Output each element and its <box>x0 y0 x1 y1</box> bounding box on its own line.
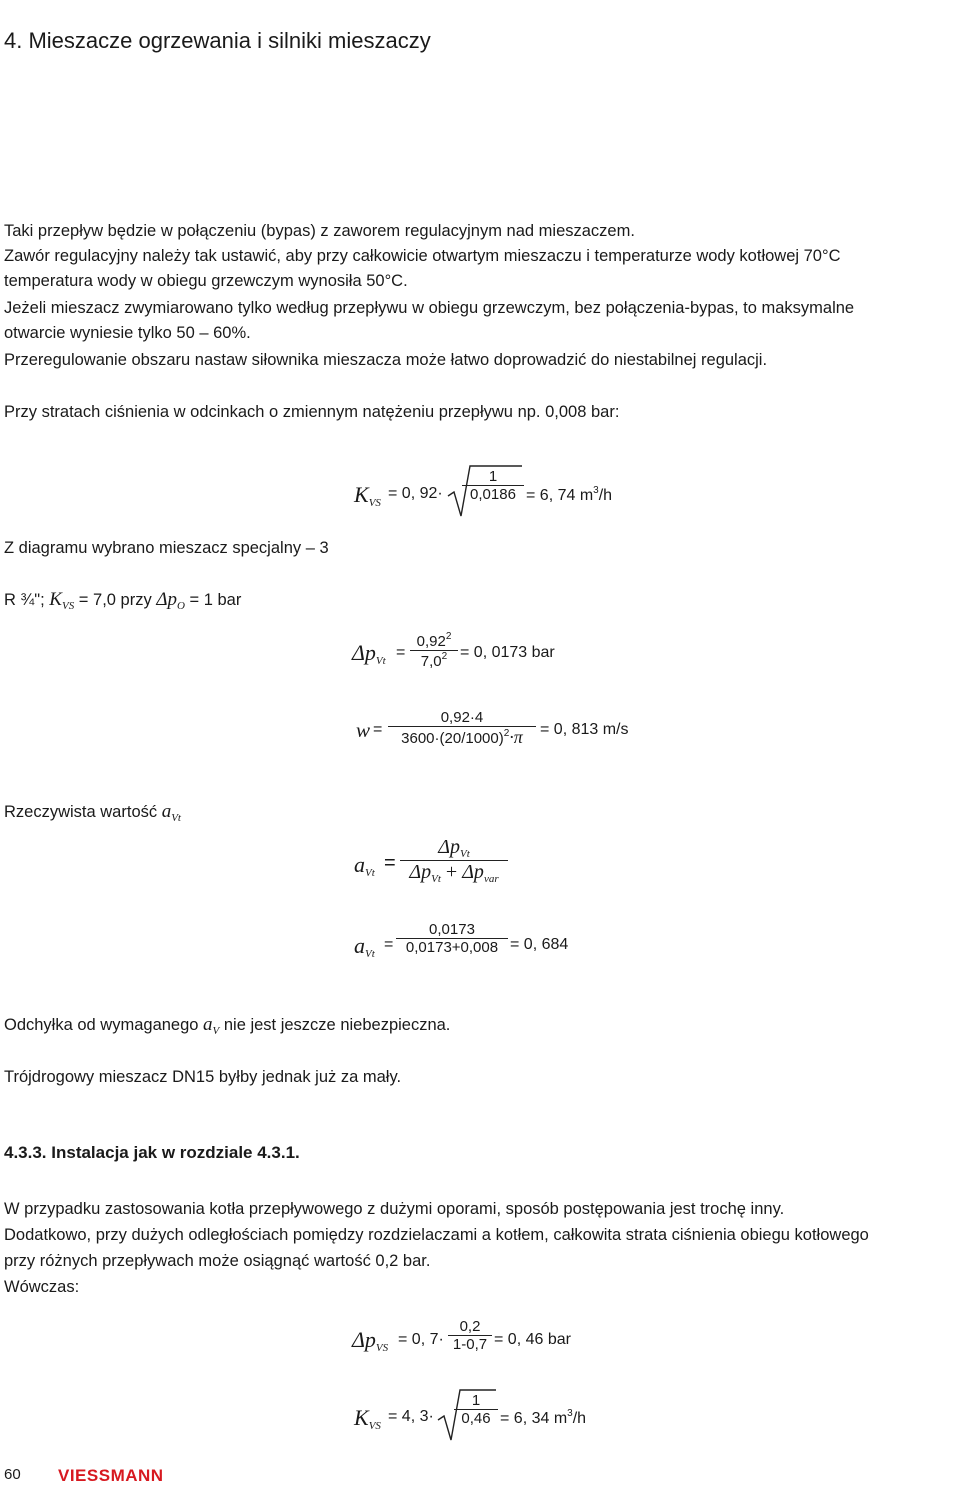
body2-line-2: Dodatkowo, przy dużych odległościach pomiędzy rozdzielaczami a kotłem, całkowita strata ciśnienia obiegu kotłowego <box>4 1226 869 1244</box>
eq7-numerator: 1 <box>454 1392 498 1410</box>
eq5-numerator: 0,0173 <box>396 921 508 939</box>
choice-prefix: R ¾"; <box>4 591 50 609</box>
choice-line-1: Z diagramu wybrano mieszacz specjalny – 3 <box>4 539 329 557</box>
deviation-pre: Odchyłka od wymaganego <box>4 1016 204 1034</box>
w-symbol: w <box>356 718 371 742</box>
k-symbol: K <box>354 1405 369 1430</box>
k-subscript: VS <box>368 1420 381 1432</box>
eq5-rhs: = 0, 684 <box>510 936 569 953</box>
eq3-denominator-sup: 2 <box>503 728 510 739</box>
choice-mid: = 7,0 przy <box>74 591 157 609</box>
intro-line-6: Przeregulowanie obszaru nastaw siłownika mieszacza może łatwo doprowadzić do niestabilnej regulacji. <box>4 351 768 369</box>
a-subscript: Vt <box>171 812 181 824</box>
eq4-equals: = <box>384 852 396 874</box>
eq5-fraction <box>396 921 508 956</box>
deviation-line <box>4 1012 450 1044</box>
actual-label <box>4 799 181 831</box>
eq2-equals: = <box>396 644 406 661</box>
eq7-denominator: 0,46 <box>461 1410 491 1427</box>
eq3-numerator: 0,92·4 <box>388 709 536 727</box>
intro-line-3: temperatura wody w obiegu grzewczym wynosiła 50°C. <box>4 272 408 290</box>
eq4-fraction <box>400 836 508 885</box>
eq1-lhs: = 0, 92· <box>388 485 443 502</box>
eq1-numerator: 1 <box>462 468 524 486</box>
delta-p-subscript: Vt <box>375 655 386 667</box>
section-heading: 4.3.3. Instalacja jak w rozdziale 4.3.1. <box>4 1143 300 1162</box>
eq4-den-2-sub: var <box>483 873 499 885</box>
actual-text: Rzeczywista wartość <box>4 803 162 821</box>
delta-p-symbol: Δp <box>352 1327 376 1352</box>
intro-line-1: Taki przepływ będzie w połączeniu (bypas) z zaworem regulacyjnym nad mieszaczem. <box>4 222 635 240</box>
eq7-unit: /h <box>572 1410 587 1427</box>
a-symbol: a <box>203 1014 213 1035</box>
eq4-numerator-sub: Vt <box>459 848 470 860</box>
eq1-denominator: 0,0186 <box>470 486 516 503</box>
page-number: 60 <box>4 1466 21 1483</box>
intro-line-5: otwarcie wyniesie tylko 50 – 60%. <box>4 324 251 342</box>
a-symbol: a <box>354 933 365 958</box>
eq2-rhs: = 0, 0173 bar <box>460 644 555 661</box>
eq4-den-2: Δp <box>462 861 484 883</box>
eq1-unit: /h <box>598 487 613 504</box>
eq6-numerator: 0,2 <box>448 1318 492 1336</box>
a-subscript: Vt <box>365 867 375 879</box>
deviation-post: nie jest jeszcze niebezpieczna. <box>219 1016 451 1034</box>
eq2-fraction <box>410 631 458 670</box>
intro-line-7: Przy stratach ciśnienia w odcinkach o zmiennym natężeniu przepływu np. 0,008 bar: <box>4 403 620 421</box>
k-subscript: VS <box>368 497 381 509</box>
eq5-equals: = <box>384 936 394 953</box>
body2-line-3: przy różnych przepływach może osiągnąć wartość 0,2 bar. <box>4 1252 431 1270</box>
delta-p-subscript: VS <box>375 1342 389 1354</box>
delta-p-symbol: Δp <box>352 640 376 665</box>
eq5-denominator: 0,0173+0,008 <box>405 939 499 956</box>
a-symbol: a <box>354 852 365 877</box>
eq4-plus: + <box>440 861 463 883</box>
delta-p-subscript: O <box>176 600 185 612</box>
eq3-fraction <box>388 709 536 748</box>
eq6-rhs: = 0, 46 bar <box>494 1331 571 1348</box>
k-symbol: K <box>354 482 369 507</box>
page-title: 4. Mieszacze ogrzewania i silniki mieszaczy <box>4 28 431 53</box>
eq6-lhs: = 0, 7· <box>398 1331 444 1348</box>
logo-text: VIESSMANN <box>58 1466 164 1485</box>
eq7-fraction <box>454 1392 498 1427</box>
pi-symbol: ·π <box>509 727 523 747</box>
viessmann-logo <box>58 1464 182 1491</box>
eq2-numerator-sup: 2 <box>445 631 452 642</box>
eq7-lhs: = 4, 3· <box>388 1408 434 1425</box>
choice-end: = 1 bar <box>184 591 242 609</box>
small-mixer-line: Trójdrogowy mieszacz DN15 byłby jednak już za mały. <box>4 1068 402 1086</box>
body2-line-1: W przypadku zastosowania kotła przepływowego z dużymi oporami, sposób postępowania jest trochę inny. <box>4 1200 785 1218</box>
choice-line-2 <box>4 587 241 619</box>
intro-line-4: Jeżeli mieszacz zwymiarowano tylko według przepływu w obiegu grzewczym, bez połączenia-bypas, to maksymalne <box>4 299 855 317</box>
k-subscript: VS <box>61 600 75 612</box>
a-subscript: Vt <box>365 948 375 960</box>
eq4-numerator: Δp <box>438 836 460 858</box>
eq2-denominator: 7,0 <box>420 653 442 670</box>
a-subscript: V <box>212 1025 220 1037</box>
eq3-rhs: = 0, 813 m/s <box>540 721 629 738</box>
delta-p-symbol: Δp <box>156 589 177 610</box>
k-symbol: K <box>49 589 62 610</box>
eq1-rhs-sup: 3 <box>593 485 599 496</box>
eq3-equals: = <box>373 721 383 738</box>
eq2-numerator: 0,92 <box>416 633 446 650</box>
eq4-den-1: Δp <box>409 861 432 883</box>
intro-line-2: Zawór regulacyjny należy tak ustawić, aby przy całkowicie otwartym mieszaczu i temperaturze wody kotłowej 70°C <box>4 247 841 265</box>
eq1-rhs: = 6, 74 m <box>526 487 594 504</box>
eq6-denominator: 1-0,7 <box>452 1336 488 1353</box>
eq7-rhs-sup: 3 <box>567 1408 573 1419</box>
a-symbol: a <box>161 801 172 822</box>
body2-line-4: Wówczas: <box>4 1278 80 1296</box>
eq3-denominator: 3600·(20/1000) <box>401 730 504 747</box>
eq6-fraction <box>448 1318 492 1353</box>
eq4-den-1-sub: Vt <box>431 873 441 885</box>
eq2-denominator-sup: 2 <box>441 651 448 662</box>
eq7-rhs: = 6, 34 m <box>500 1410 568 1427</box>
eq1-fraction <box>462 468 524 503</box>
